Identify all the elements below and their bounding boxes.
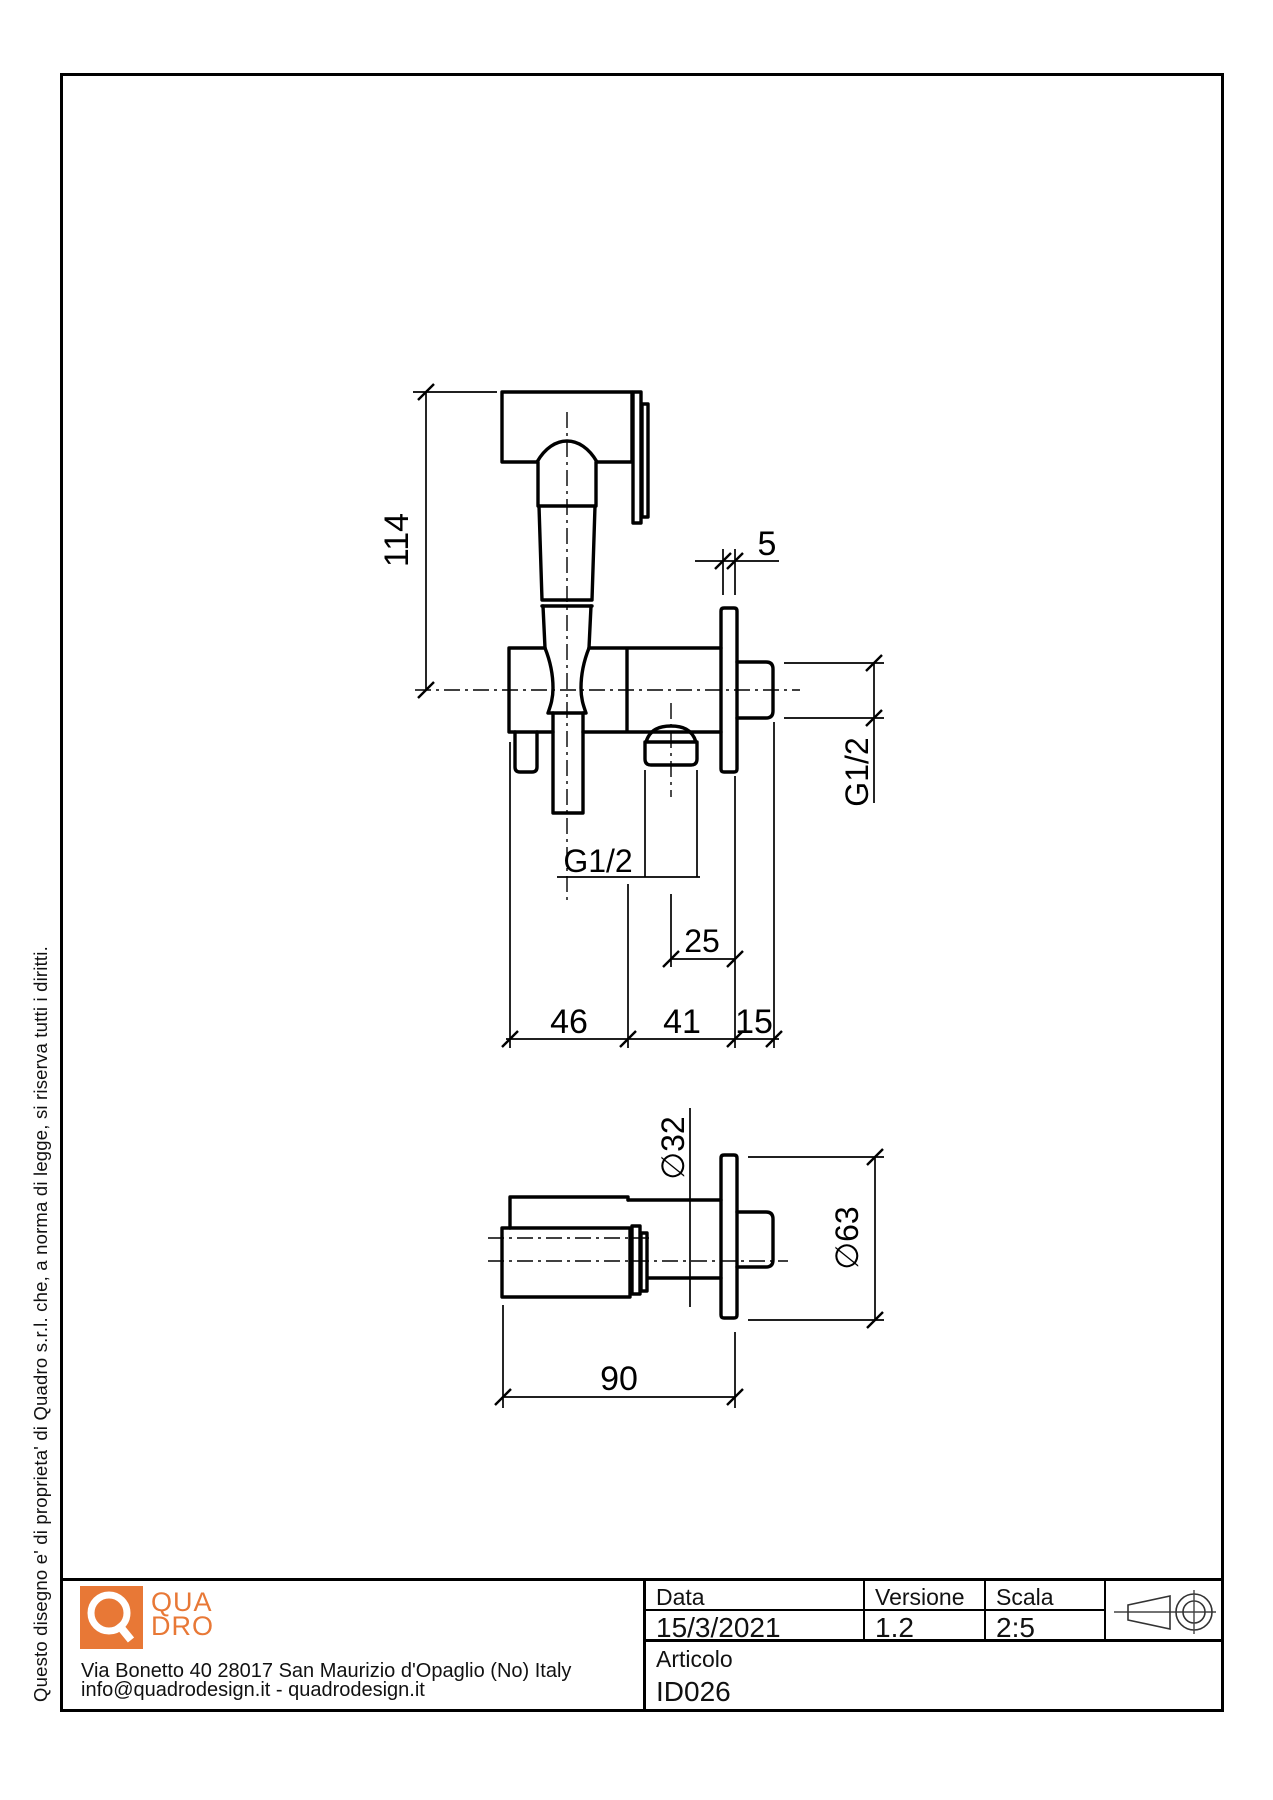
logo-wordmark [151,1587,214,1641]
data-value: 15/3/2021 [656,1612,781,1643]
wand-grip-end [553,713,583,813]
dim-41: 41 [663,1003,701,1041]
versione-value: 1.2 [875,1612,914,1643]
dim-25: 25 [684,923,720,959]
holder-step [510,1197,628,1228]
company-address [81,1662,571,1699]
articolo-value: ID026 [656,1676,731,1707]
versione-cell [865,1581,986,1643]
dia-63: ∅63 [829,1206,865,1270]
bracket-strip-inner-2 [641,1233,647,1291]
thread-right-label: G1/2 [839,737,875,807]
articolo-cell [646,1639,1221,1709]
copyright-side-note: Questo disegno e' di proprieta' di Quadro s.r.l. che, a norma di legge, si riserva tutti i diritti. [30,946,51,1702]
thread-nipple-2 [737,1212,773,1267]
bracket-strip-inner [642,404,648,517]
scala-cell [986,1581,1106,1643]
data-label: Data [646,1581,863,1611]
dim-15: 15 [735,1003,773,1041]
holder-stub [515,732,537,772]
dim-90: 90 [600,1360,638,1398]
quadro-logo [80,1586,143,1649]
scala-value: 2:5 [996,1612,1035,1643]
versione-label: Versione [865,1581,984,1611]
bottom-view [488,1108,884,1408]
bottom-dimension-lines [503,1108,884,1408]
articolo-label: Articolo [656,1646,733,1672]
company-cell [63,1581,646,1709]
bracket-strip-outer-2 [632,1226,640,1294]
dim-114: 114 [378,512,416,568]
dia-32: ∅32 [655,1116,691,1180]
thread-bottom-label: G1/2 [563,843,633,879]
logo-line1: QUA [151,1587,213,1617]
dim-46: 46 [550,1003,588,1041]
wall-flange-2 [721,1155,737,1318]
data-cell [646,1581,865,1643]
scala-label: Scala [986,1581,1104,1611]
address-line1: Via Bonetto 40 28017 San Maurizio d'Opaglio (No) Italy [81,1660,572,1682]
address-line2: info@quadrodesign.it - quadrodesign.it [81,1678,425,1701]
dim-5: 5 [757,525,777,563]
projection-symbol-icon [1106,1581,1221,1637]
title-block [60,1578,1224,1712]
bracket-strip-outer [633,392,641,523]
front-view [378,384,884,1048]
projection-symbol-cell [1106,1581,1221,1639]
logo-line2: DRO [151,1611,214,1641]
front-dimension-ticks [418,384,882,1047]
